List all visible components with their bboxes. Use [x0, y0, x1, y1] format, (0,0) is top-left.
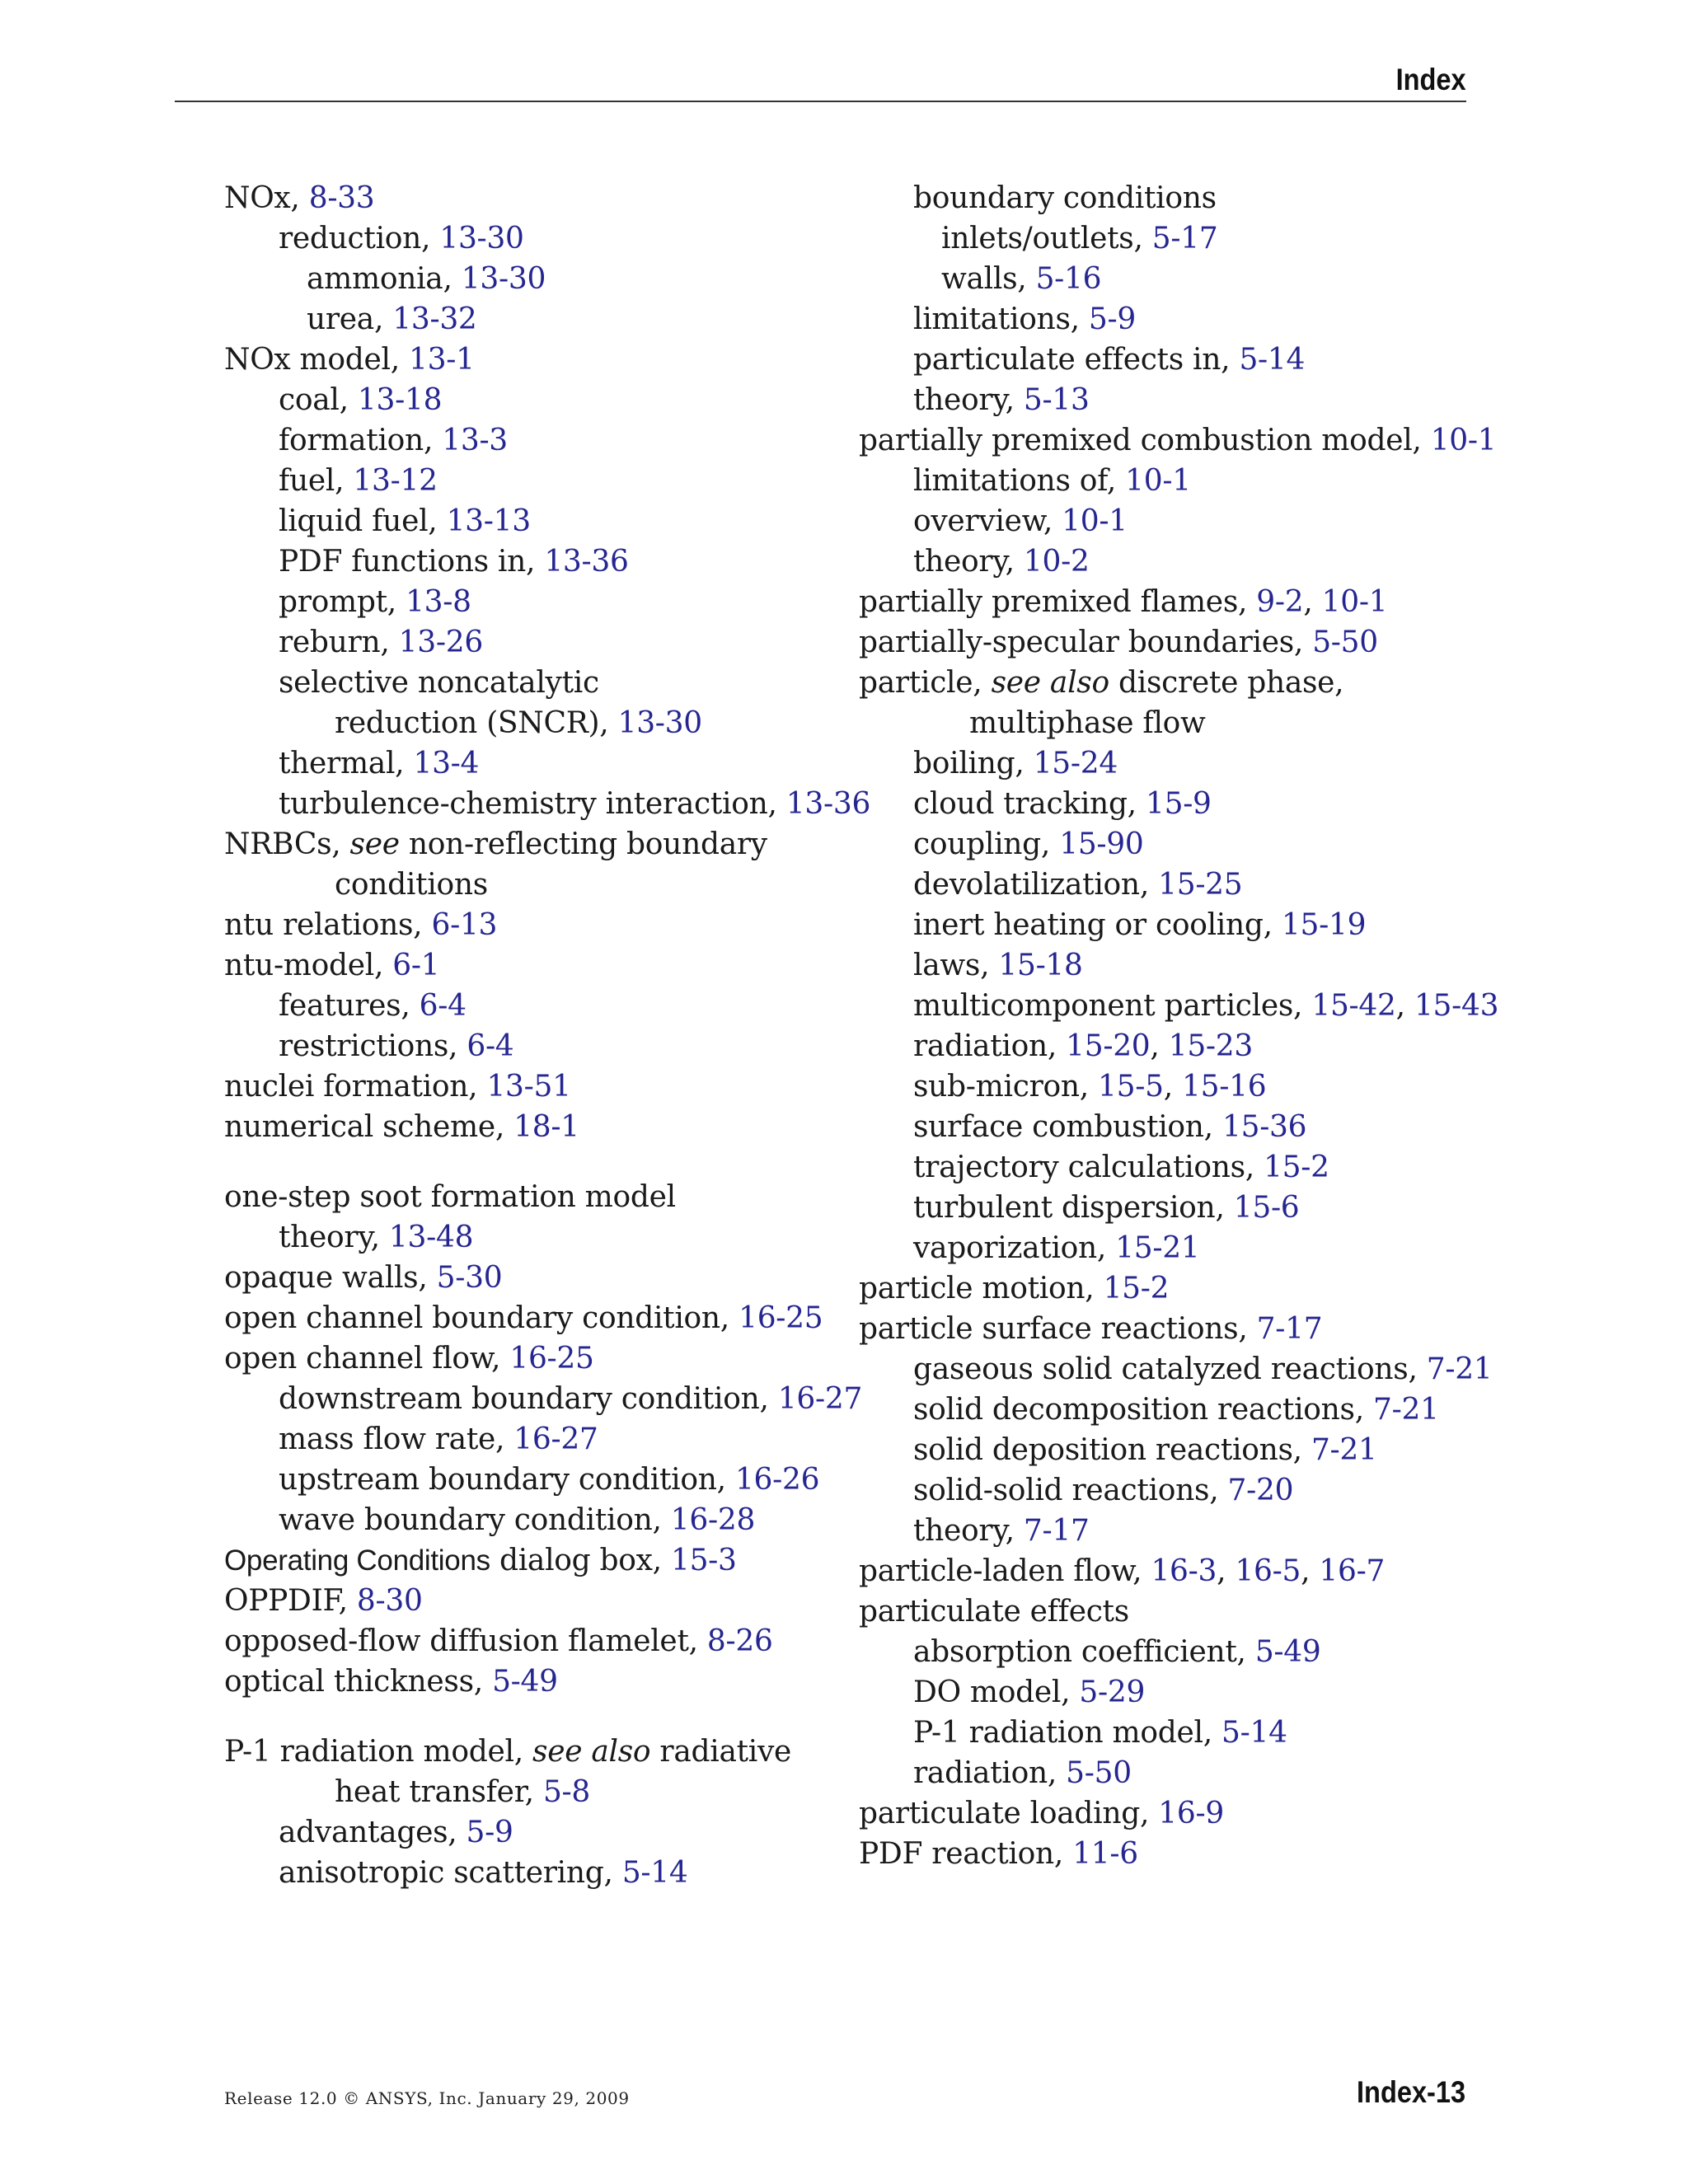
- entry-text: walls,: [941, 262, 1036, 296]
- page-reference-link[interactable]: 15-23: [1168, 1029, 1254, 1063]
- header-rule: [175, 101, 1466, 102]
- page-reference-link[interactable]: 5-49: [492, 1665, 558, 1699]
- entry-text: radiation,: [913, 1756, 1067, 1790]
- page-header-title: Index: [1395, 63, 1466, 96]
- page-reference-link[interactable]: 5-14: [1239, 343, 1306, 377]
- index-subentry: [224, 663, 851, 703]
- index-subentry: [224, 1812, 851, 1853]
- index-subentry: [224, 1853, 851, 1893]
- index-entry: [224, 905, 851, 945]
- page-reference-link[interactable]: 16-7: [1319, 1554, 1386, 1588]
- page-reference-link[interactable]: 13-26: [398, 626, 483, 659]
- page-reference-link[interactable]: 16-5: [1235, 1554, 1301, 1588]
- page-reference-link[interactable]: 7-17: [1023, 1514, 1090, 1548]
- index-entry: [859, 622, 1477, 663]
- entry-text: inlets/outlets,: [941, 222, 1152, 255]
- index-subentry: [224, 986, 851, 1026]
- page-reference-link[interactable]: 8-26: [706, 1624, 773, 1658]
- page-reference-link[interactable]: 10-1: [1430, 424, 1497, 457]
- index-entry: [224, 1661, 851, 1702]
- index-subentry: [859, 1753, 1477, 1793]
- entry-text: PDF reaction,: [859, 1837, 1073, 1871]
- index-subentry: [224, 1379, 863, 1419]
- page-reference-link[interactable]: 10-1: [1125, 464, 1191, 498]
- page-reference-link[interactable]: 10-1: [1321, 585, 1388, 619]
- entry-text: NOx model,: [224, 343, 410, 377]
- entry-text: absorption coefficient,: [913, 1635, 1255, 1669]
- page-reference-link[interactable]: 7-21: [1426, 1352, 1493, 1386]
- entry-text: ,: [1303, 585, 1322, 619]
- entry-text: gaseous solid catalyzed reactions,: [913, 1352, 1427, 1386]
- entry-text: optical thickness,: [224, 1665, 493, 1699]
- entry-text: boiling,: [913, 747, 1034, 780]
- index-subentry: [224, 501, 851, 541]
- page-reference-link[interactable]: 15-24: [1033, 747, 1118, 780]
- page-reference-link[interactable]: 8-33: [308, 181, 375, 215]
- index-subentry: [859, 340, 1477, 380]
- entry-text: downstream boundary condition,: [279, 1382, 778, 1416]
- index-entry: [224, 1338, 851, 1379]
- index-entry-continuation: [859, 703, 1477, 743]
- index-entry: [224, 1177, 851, 1217]
- entry-text: ,: [1150, 1029, 1169, 1063]
- page-reference-link[interactable]: 16-26: [734, 1463, 820, 1497]
- page-reference-link[interactable]: 15-20: [1066, 1029, 1151, 1063]
- page-reference-link[interactable]: 8-30: [356, 1584, 423, 1618]
- footer-page-number: Index-13: [1356, 2075, 1465, 2109]
- entry-text: coupling,: [913, 827, 1060, 861]
- page-reference-link[interactable]: 15-25: [1158, 868, 1243, 902]
- entry-text: conditions: [335, 868, 488, 902]
- page-reference-link[interactable]: 13-1: [409, 343, 475, 377]
- entry-text: theory,: [913, 545, 1024, 579]
- entry-text: non-reflecting boundary: [399, 827, 767, 861]
- entry-text: DO model,: [913, 1675, 1080, 1709]
- entry-text: fuel,: [279, 464, 354, 498]
- entry-text: inert heating or cooling,: [913, 908, 1282, 942]
- entry-text: discrete phase,: [1109, 666, 1344, 700]
- index-subentry: [859, 461, 1477, 501]
- page-reference-link[interactable]: 15-3: [670, 1544, 737, 1577]
- index-subentry: [859, 178, 1477, 218]
- see-also-text: see also: [991, 666, 1109, 700]
- page-reference-link[interactable]: 5-30: [436, 1261, 503, 1295]
- page-reference-link[interactable]: 10-2: [1023, 545, 1090, 579]
- entry-text: solid-solid reactions,: [913, 1474, 1228, 1507]
- page-reference-link[interactable]: 13-30: [617, 706, 702, 740]
- index-subentry: [859, 865, 1477, 905]
- index-subentry: [224, 784, 871, 824]
- entry-text: partially-specular boundaries,: [859, 626, 1313, 659]
- index-entry: [859, 582, 1477, 622]
- index-subentry: [859, 905, 1477, 945]
- entry-text: theory,: [913, 1514, 1024, 1548]
- page-reference-link[interactable]: 9-2: [1256, 585, 1304, 619]
- index-entry: [859, 1551, 1477, 1591]
- entry-text: coal,: [279, 383, 358, 417]
- entry-text: formation,: [279, 424, 443, 457]
- entry-text: turbulence-chemistry interaction,: [279, 787, 786, 821]
- entry-text: advantages,: [279, 1816, 467, 1849]
- index-subentry: [224, 1419, 851, 1460]
- entry-text: ntu relations,: [224, 908, 432, 942]
- entry-text: trajectory calculations,: [913, 1151, 1264, 1184]
- index-entry: [224, 824, 851, 865]
- index-subentry: [859, 1511, 1477, 1551]
- page-reference-link[interactable]: 5-9: [466, 1816, 513, 1849]
- page-reference-link[interactable]: 16-28: [670, 1503, 756, 1537]
- index-entry-continuation: [224, 1772, 851, 1812]
- index-entry: [859, 1793, 1477, 1834]
- entry-text: particle,: [859, 666, 992, 700]
- index-subentry: [859, 501, 1477, 541]
- entry-text: vaporization,: [913, 1231, 1116, 1265]
- index-entry: [859, 1591, 1477, 1632]
- index-subentry: [224, 541, 851, 582]
- index-subentry: [224, 582, 851, 622]
- entry-text: surface combustion,: [913, 1110, 1222, 1144]
- page-reference-link[interactable]: 13-30: [461, 262, 546, 296]
- entry-text: solid deposition reactions,: [913, 1433, 1311, 1467]
- page-reference-link[interactable]: 15-2: [1264, 1151, 1329, 1184]
- page-reference-link[interactable]: 15-9: [1145, 787, 1212, 821]
- index-subentry: [224, 218, 851, 259]
- entry-text: PDF functions in,: [279, 545, 545, 579]
- entry-text: theory,: [913, 383, 1024, 417]
- page-reference-link[interactable]: 13-12: [353, 464, 438, 498]
- index-entry: [224, 1540, 851, 1581]
- entry-text: particulate effects in,: [913, 343, 1240, 377]
- index-entry: [224, 1581, 851, 1621]
- index-subentry: [859, 1147, 1477, 1188]
- index-entry-continuation: [224, 703, 851, 743]
- entry-text: ,: [1217, 1554, 1236, 1588]
- entry-text: P-1 radiation model,: [224, 1735, 533, 1769]
- index-entry: [224, 1258, 851, 1298]
- entry-text: solid decomposition reactions,: [913, 1393, 1374, 1427]
- index-subentry: [859, 299, 1477, 340]
- index-subentry: [224, 1500, 851, 1540]
- entry-text: reduction,: [279, 222, 440, 255]
- entry-text: ,: [1163, 1070, 1183, 1104]
- entry-text: one-step soot formation model: [224, 1180, 676, 1214]
- page-reference-link[interactable]: 13-48: [388, 1221, 474, 1254]
- page-reference-link[interactable]: 5-49: [1254, 1635, 1321, 1669]
- entry-text: theory,: [279, 1221, 389, 1254]
- page-reference-link[interactable]: 13-32: [392, 302, 477, 336]
- page-reference-link[interactable]: 16-27: [777, 1382, 863, 1416]
- page-reference-link[interactable]: 5-16: [1035, 262, 1102, 296]
- page-reference-link[interactable]: 13-3: [442, 424, 508, 457]
- entry-text: ,: [1395, 989, 1414, 1023]
- entry-text: liquid fuel,: [279, 504, 447, 538]
- index-entry: [224, 1732, 851, 1772]
- page-reference-link[interactable]: 7-17: [1256, 1312, 1323, 1346]
- entry-text: multiphase flow: [969, 706, 1206, 740]
- entry-text: partially premixed combustion model,: [859, 424, 1431, 457]
- entry-text: particle surface reactions,: [859, 1312, 1257, 1346]
- entry-text: sub-micron,: [913, 1070, 1099, 1104]
- page-reference-link[interactable]: 13-13: [446, 504, 531, 538]
- entry-text: reduction (SNCR),: [335, 706, 618, 740]
- entry-text: reburn,: [279, 626, 399, 659]
- entry-text: restrictions,: [279, 1029, 467, 1063]
- index-subentry: [224, 1217, 851, 1258]
- entry-text: heat transfer,: [335, 1775, 543, 1809]
- see-also-text: see also: [532, 1735, 651, 1769]
- page-reference-link[interactable]: 16-9: [1158, 1797, 1224, 1830]
- index-subentry: [859, 1470, 1477, 1511]
- entry-text: urea,: [307, 302, 393, 336]
- entry-text: ,: [1301, 1554, 1320, 1588]
- entry-text: thermal,: [279, 747, 414, 780]
- entry-text: turbulent dispersion,: [913, 1191, 1234, 1225]
- index-subentry: [859, 1390, 1477, 1430]
- entry-text: features,: [279, 989, 420, 1023]
- index-subentry: [224, 1460, 851, 1500]
- entry-text: overview,: [913, 504, 1062, 538]
- page-reference-link[interactable]: 5-50: [1066, 1756, 1132, 1790]
- page-reference-link[interactable]: 16-25: [738, 1301, 823, 1335]
- entry-text: opaque walls,: [224, 1261, 437, 1295]
- see-also-text: see: [349, 827, 400, 861]
- entry-text: upstream boundary condition,: [279, 1463, 735, 1497]
- index-subentry: [224, 461, 851, 501]
- page-reference-link[interactable]: 13-30: [439, 222, 524, 255]
- page-reference-link[interactable]: 13-36: [544, 545, 629, 579]
- index-subentry: [859, 259, 1477, 299]
- index-subentry: [859, 986, 1499, 1026]
- entry-text: mass flow rate,: [279, 1422, 514, 1456]
- index-subentry: [224, 259, 851, 299]
- page-reference-link[interactable]: 5-13: [1023, 383, 1090, 417]
- index-entry: [224, 945, 851, 986]
- index-entry: [859, 420, 1497, 461]
- index-subentry: [859, 1228, 1477, 1268]
- entry-text: prompt,: [279, 585, 406, 619]
- page-reference-link[interactable]: 15-36: [1221, 1110, 1307, 1144]
- index-entry: [224, 178, 851, 218]
- entry-text: dialog box,: [490, 1544, 671, 1577]
- index-entry: [859, 1268, 1477, 1309]
- page-reference-link[interactable]: 16-3: [1151, 1554, 1217, 1588]
- entry-text: open channel flow,: [224, 1342, 510, 1376]
- index-entry: [224, 1621, 851, 1661]
- page-reference-link[interactable]: 15-18: [998, 949, 1083, 982]
- entry-text: partially premixed flames,: [859, 585, 1257, 619]
- page-reference-link[interactable]: 7-21: [1373, 1393, 1439, 1427]
- index-subentry: [859, 1026, 1477, 1066]
- index-subentry: [859, 1107, 1477, 1147]
- index-subentry: [224, 622, 851, 663]
- entry-text: open channel boundary condition,: [224, 1301, 739, 1335]
- entry-text: boundary conditions: [913, 181, 1217, 215]
- page-reference-link[interactable]: 5-14: [1221, 1716, 1287, 1750]
- page-reference-link[interactable]: 5-14: [621, 1856, 688, 1890]
- index-subentry: [859, 784, 1477, 824]
- index-subentry: [224, 743, 851, 784]
- entry-text: OPPDIF,: [224, 1584, 357, 1618]
- page-reference-link[interactable]: 13-8: [406, 585, 471, 619]
- index-subentry: [859, 743, 1477, 784]
- entry-text: radiative: [650, 1735, 792, 1769]
- index-subentry: [224, 420, 851, 461]
- index-subentry: [859, 945, 1477, 986]
- index-entry: [224, 340, 851, 380]
- page-reference-link[interactable]: 15-19: [1281, 908, 1367, 942]
- page-reference-link[interactable]: 6-4: [467, 1029, 514, 1063]
- entry-text: particulate effects: [859, 1595, 1129, 1629]
- index-entry-continuation: [224, 865, 851, 905]
- page-reference-link[interactable]: 15-21: [1115, 1231, 1200, 1265]
- index-subentry: [859, 1672, 1477, 1713]
- index-subentry: [859, 380, 1477, 420]
- page-reference-link[interactable]: 7-21: [1311, 1433, 1377, 1467]
- index-subentry: [224, 380, 851, 420]
- page-reference-link[interactable]: 5-29: [1079, 1675, 1146, 1709]
- index-subentry: [859, 824, 1477, 865]
- page-reference-link[interactable]: 13-18: [357, 383, 443, 417]
- page-reference-link[interactable]: 11-6: [1072, 1837, 1138, 1871]
- index-entry: [224, 1107, 851, 1147]
- entry-text: laws,: [913, 949, 999, 982]
- page-reference-link[interactable]: 16-25: [509, 1342, 594, 1376]
- entry-text: radiation,: [913, 1029, 1067, 1063]
- index-entry: [859, 663, 1477, 703]
- entry-text: cloud tracking,: [913, 787, 1146, 821]
- entry-text: particulate loading,: [859, 1797, 1159, 1830]
- entry-text: NOx,: [224, 181, 309, 215]
- entry-text: limitations,: [913, 302, 1089, 336]
- entry-text: wave boundary condition,: [279, 1503, 671, 1537]
- index-entry: [224, 1066, 851, 1107]
- entry-text: ammonia,: [307, 262, 462, 296]
- page-reference-link[interactable]: 16-27: [513, 1422, 598, 1456]
- page-reference-link[interactable]: 10-1: [1062, 504, 1128, 538]
- page-reference-link[interactable]: 13-36: [785, 787, 871, 821]
- entry-text: NRBCs,: [224, 827, 350, 861]
- page-reference-link[interactable]: 6-4: [419, 989, 467, 1023]
- index-subentry: [859, 218, 1477, 259]
- entry-text: selective noncatalytic: [279, 666, 599, 700]
- page-reference-link[interactable]: 15-5: [1098, 1070, 1164, 1104]
- index-subentry: [859, 541, 1477, 582]
- index-column-left: [224, 178, 871, 1893]
- footer-release: Release 12.0 © ANSYS, Inc. January 29, 2009: [224, 2088, 630, 2108]
- entry-text: ntu-model,: [224, 949, 393, 982]
- index-subentry: [859, 1066, 1477, 1107]
- index-entry: [224, 1298, 851, 1338]
- page-reference-link[interactable]: 15-42: [1311, 989, 1396, 1023]
- entry-text: particle-laden flow,: [859, 1554, 1151, 1588]
- page-reference-link[interactable]: 18-1: [513, 1110, 579, 1144]
- index-column-right: [859, 178, 1499, 1874]
- page-reference-link[interactable]: 15-6: [1233, 1191, 1300, 1225]
- entry-text: opposed-flow diffusion flamelet,: [224, 1624, 707, 1658]
- index-subentry: [859, 1430, 1477, 1470]
- page-reference-link[interactable]: 13-4: [413, 747, 480, 780]
- index-subentry: [859, 1632, 1477, 1672]
- page-reference-link[interactable]: 15-2: [1103, 1272, 1170, 1305]
- entry-text: anisotropic scattering,: [279, 1856, 622, 1890]
- entry-text: limitations of,: [913, 464, 1126, 498]
- page-reference-link[interactable]: 7-20: [1227, 1474, 1294, 1507]
- entry-text: particle motion,: [859, 1272, 1104, 1305]
- index-entry: [859, 1309, 1477, 1349]
- index-subentry: [859, 1188, 1477, 1228]
- entry-text: nuclei formation,: [224, 1070, 487, 1104]
- entry-text: P-1 radiation model,: [913, 1716, 1222, 1750]
- page-reference-link[interactable]: 15-43: [1414, 989, 1499, 1023]
- page-reference-link[interactable]: 5-17: [1151, 222, 1218, 255]
- index-subentry: [224, 299, 851, 340]
- page-reference-link[interactable]: 5-50: [1312, 626, 1378, 659]
- entry-text: numerical scheme,: [224, 1110, 514, 1144]
- page-reference-link[interactable]: 15-16: [1182, 1070, 1267, 1104]
- entry-text: Operating Conditions: [224, 1544, 490, 1577]
- page-reference-link[interactable]: 5-9: [1088, 302, 1136, 336]
- index-subentry: [859, 1349, 1493, 1390]
- page-reference-link[interactable]: 6-1: [392, 949, 440, 982]
- page-reference-link[interactable]: 6-13: [431, 908, 498, 942]
- page-reference-link[interactable]: 15-90: [1059, 827, 1144, 861]
- page-reference-link[interactable]: 13-51: [486, 1070, 571, 1104]
- entry-text: multicomponent particles,: [913, 989, 1312, 1023]
- index-entry: [859, 1834, 1477, 1874]
- entry-text: devolatilization,: [913, 868, 1159, 902]
- page-reference-link[interactable]: 5-8: [542, 1775, 591, 1809]
- index-subentry: [224, 1026, 851, 1066]
- index-subentry: [859, 1713, 1477, 1753]
